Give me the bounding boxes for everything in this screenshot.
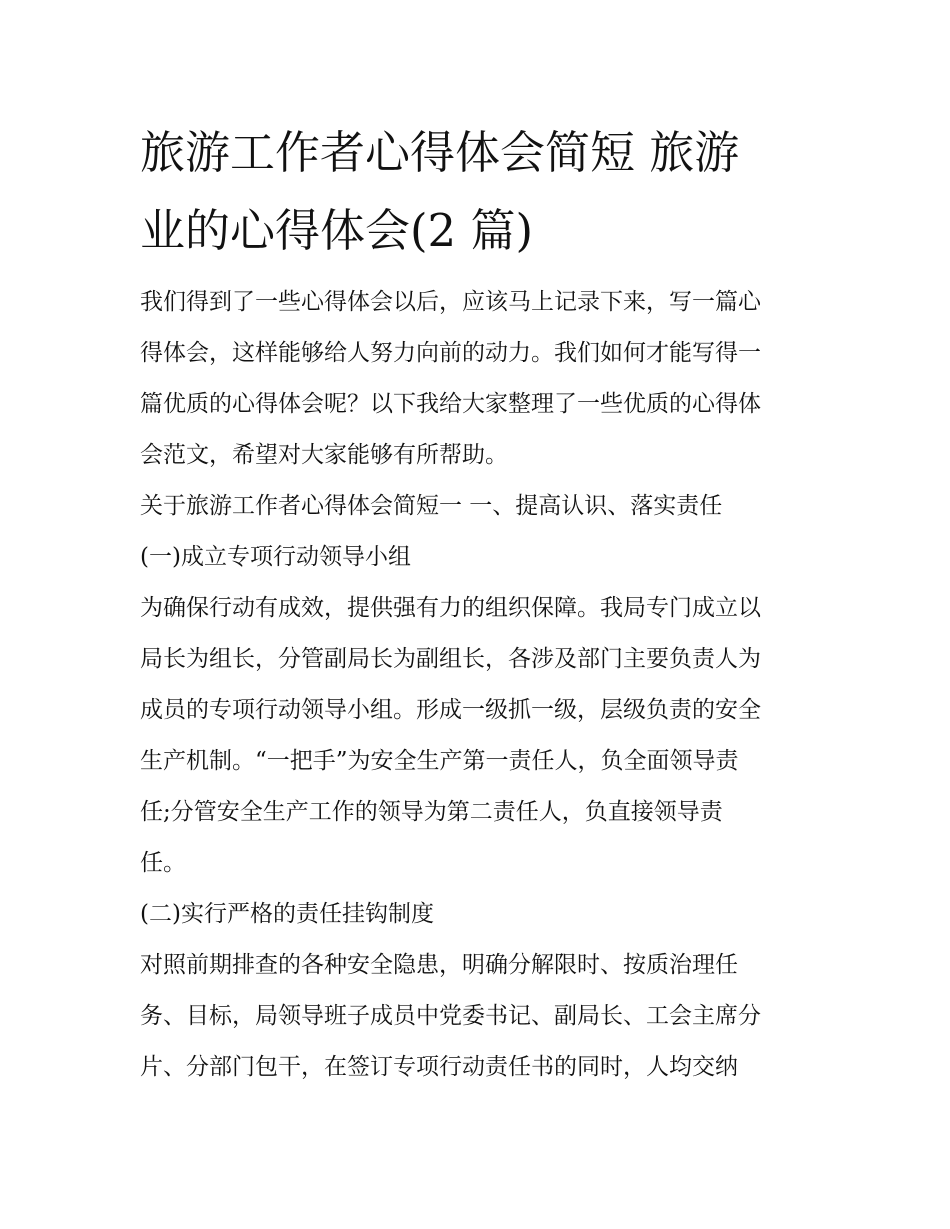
- subsection-heading: (一)成立专项行动领导小组: [140, 544, 411, 570]
- document-title: [140, 114, 820, 270]
- body-line: 我们得到了一些心得体会以后，应该马上记录下来，写一篇心: [140, 289, 761, 315]
- body-line: 得体会，这样能够给人努力向前的动力。我们如何才能写得一: [140, 340, 761, 366]
- body-line: 篇优质的心得体会呢？以下我给大家整理了一些优质的心得体: [140, 391, 761, 417]
- body-line: 局长为组长，分管副局长为副组长，各涉及部门主要负责人为: [140, 646, 761, 672]
- body-line: 务、目标，局领导班子成员中党委书记、副局长、工会主席分: [140, 1003, 761, 1029]
- title-line-1: 旅游工作者心得体会简短 旅游: [140, 126, 740, 179]
- subsection-heading: (二)实行严格的责任挂钩制度: [140, 901, 434, 927]
- body-line: 生产机制。“一把手”为安全生产第一责任人，负全面领导责: [140, 748, 739, 774]
- document-body: [140, 277, 820, 1093]
- section-heading: 关于旅游工作者心得体会简短一 一、提高认识、落实责任: [140, 493, 723, 519]
- body-line: 对照前期排查的各种安全隐患，明确分解限时、按质治理任: [140, 952, 738, 978]
- body-line: 任;分管安全生产工作的领导为第二责任人，负直接领导责: [140, 799, 723, 825]
- body-line: 任。: [140, 850, 186, 876]
- body-line: 会范文，希望对大家能够有所帮助。: [140, 442, 508, 468]
- body-line: 成员的专项行动领导小组。形成一级抓一级，层级负责的安全: [140, 697, 761, 723]
- title-line-2: 业的心得体会(2 篇): [140, 204, 534, 257]
- body-line: 片、分部门包干，在签订专项行动责任书的同时，人均交纳: [140, 1054, 738, 1080]
- body-line: 为确保行动有成效，提供强有力的组织保障。我局专门成立以: [140, 595, 761, 621]
